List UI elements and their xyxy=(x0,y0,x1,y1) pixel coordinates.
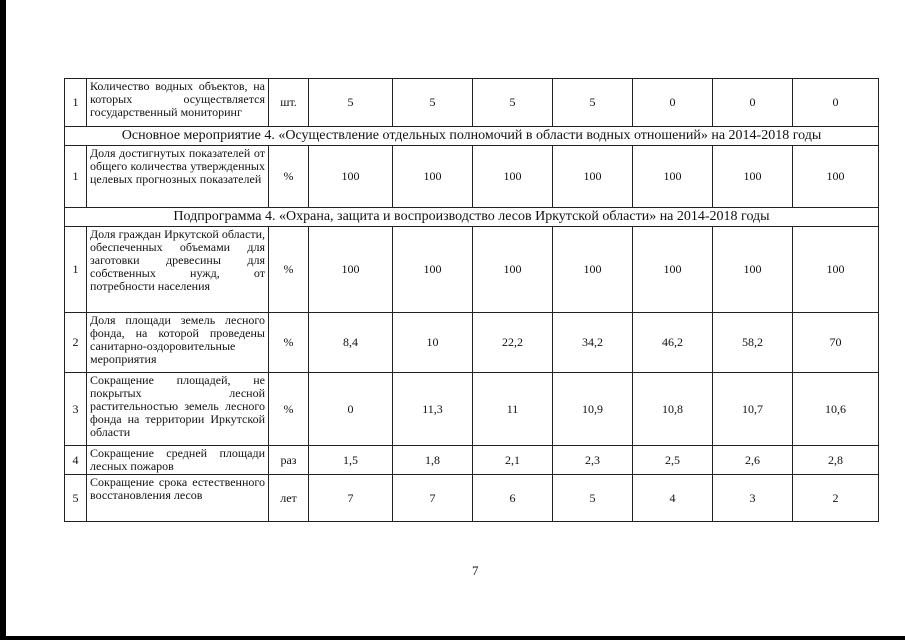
value-cell: 58,2 xyxy=(713,313,793,373)
value-cell: 2,5 xyxy=(633,446,713,475)
indicator-name: Доля достигнутых показателей от общего количества утвержденных целевых прогнозных показателей xyxy=(87,146,269,208)
value-cell: 100 xyxy=(309,227,393,313)
value-cell: 10,9 xyxy=(553,373,633,446)
value-cell: 2,1 xyxy=(473,446,553,475)
section-title: Подпрограмма 4. «Охрана, защита и воспроизводство лесов Иркутской области» на 2014-2018 годы xyxy=(65,208,879,227)
value-cell: 70 xyxy=(793,313,879,373)
value-cell: 2 xyxy=(793,475,879,522)
value-cell: 1,5 xyxy=(309,446,393,475)
indicator-name: Сокращение средней площади лесных пожаров xyxy=(87,446,269,475)
row-number: 2 xyxy=(65,313,87,373)
table-row xyxy=(65,146,879,208)
value-cell: 5 xyxy=(473,79,553,127)
value-cell: 100 xyxy=(633,146,713,208)
value-cell: 3 xyxy=(713,475,793,522)
row-number: 3 xyxy=(65,373,87,446)
table-row xyxy=(65,227,879,313)
value-cell: 100 xyxy=(393,227,473,313)
table-row xyxy=(65,373,879,446)
unit-cell: % xyxy=(269,146,309,208)
section-title: Основное мероприятие 4. «Осуществление отдельных полномочий в области водных отношений» на 2014-2018 годы xyxy=(65,127,879,146)
page-number: 7 xyxy=(472,563,479,578)
value-cell: 0 xyxy=(713,79,793,127)
indicator-name: Доля граждан Иркутской области, обеспеченных объемами для заготовки древесины для собственных нужд, от потребности населения xyxy=(87,227,269,313)
table-row xyxy=(65,313,879,373)
row-number: 1 xyxy=(65,79,87,127)
value-cell: 11 xyxy=(473,373,553,446)
table-row xyxy=(65,79,879,127)
value-cell: 100 xyxy=(793,227,879,313)
value-cell: 7 xyxy=(309,475,393,522)
indicator-name: Сокращение площадей, не покрытых лесной растительностью земель лесного фонда на территории Иркутской области xyxy=(87,373,269,446)
scan-left-edge xyxy=(0,0,6,640)
value-cell: 5 xyxy=(553,475,633,522)
value-cell: 100 xyxy=(713,146,793,208)
value-cell: 22,2 xyxy=(473,313,553,373)
value-cell: 10,6 xyxy=(793,373,879,446)
value-cell: 100 xyxy=(713,227,793,313)
value-cell: 10,8 xyxy=(633,373,713,446)
value-cell: 100 xyxy=(473,227,553,313)
value-cell: 8,4 xyxy=(309,313,393,373)
value-cell: 0 xyxy=(309,373,393,446)
table-body xyxy=(65,79,879,522)
value-cell: 7 xyxy=(393,475,473,522)
value-cell: 6 xyxy=(473,475,553,522)
indicator-name: Доля площади земель лесного фонда, на которой проведены санитарно-оздоровительные мероприятия xyxy=(87,313,269,373)
value-cell: 100 xyxy=(473,146,553,208)
section-row xyxy=(65,127,879,146)
value-cell: 1,8 xyxy=(393,446,473,475)
value-cell: 10 xyxy=(393,313,473,373)
value-cell: 0 xyxy=(633,79,713,127)
value-cell: 2,8 xyxy=(793,446,879,475)
scan-bottom-edge xyxy=(0,636,905,640)
unit-cell: % xyxy=(269,227,309,313)
row-number: 1 xyxy=(65,146,87,208)
value-cell: 5 xyxy=(393,79,473,127)
indicator-name: Сокращение срока естественного восстановления лесов xyxy=(87,475,269,522)
unit-cell: лет xyxy=(269,475,309,522)
unit-cell: % xyxy=(269,313,309,373)
indicators-table xyxy=(64,78,879,522)
unit-cell: шт. xyxy=(269,79,309,127)
value-cell: 100 xyxy=(793,146,879,208)
value-cell: 4 xyxy=(633,475,713,522)
indicator-name: Количество водных объектов, на которых осуществляется государственный мониторинг xyxy=(87,79,269,127)
value-cell: 0 xyxy=(793,79,879,127)
value-cell: 10,7 xyxy=(713,373,793,446)
value-cell: 100 xyxy=(553,146,633,208)
value-cell: 2,6 xyxy=(713,446,793,475)
value-cell: 100 xyxy=(553,227,633,313)
row-number: 1 xyxy=(65,227,87,313)
section-row xyxy=(65,208,879,227)
unit-cell: % xyxy=(269,373,309,446)
table-row xyxy=(65,446,879,475)
value-cell: 2,3 xyxy=(553,446,633,475)
value-cell: 46,2 xyxy=(633,313,713,373)
table-row xyxy=(65,475,879,522)
row-number: 5 xyxy=(65,475,87,522)
unit-cell: раз xyxy=(269,446,309,475)
row-number: 4 xyxy=(65,446,87,475)
value-cell: 100 xyxy=(393,146,473,208)
value-cell: 100 xyxy=(633,227,713,313)
value-cell: 5 xyxy=(553,79,633,127)
value-cell: 11,3 xyxy=(393,373,473,446)
value-cell: 100 xyxy=(309,146,393,208)
value-cell: 5 xyxy=(309,79,393,127)
value-cell: 34,2 xyxy=(553,313,633,373)
